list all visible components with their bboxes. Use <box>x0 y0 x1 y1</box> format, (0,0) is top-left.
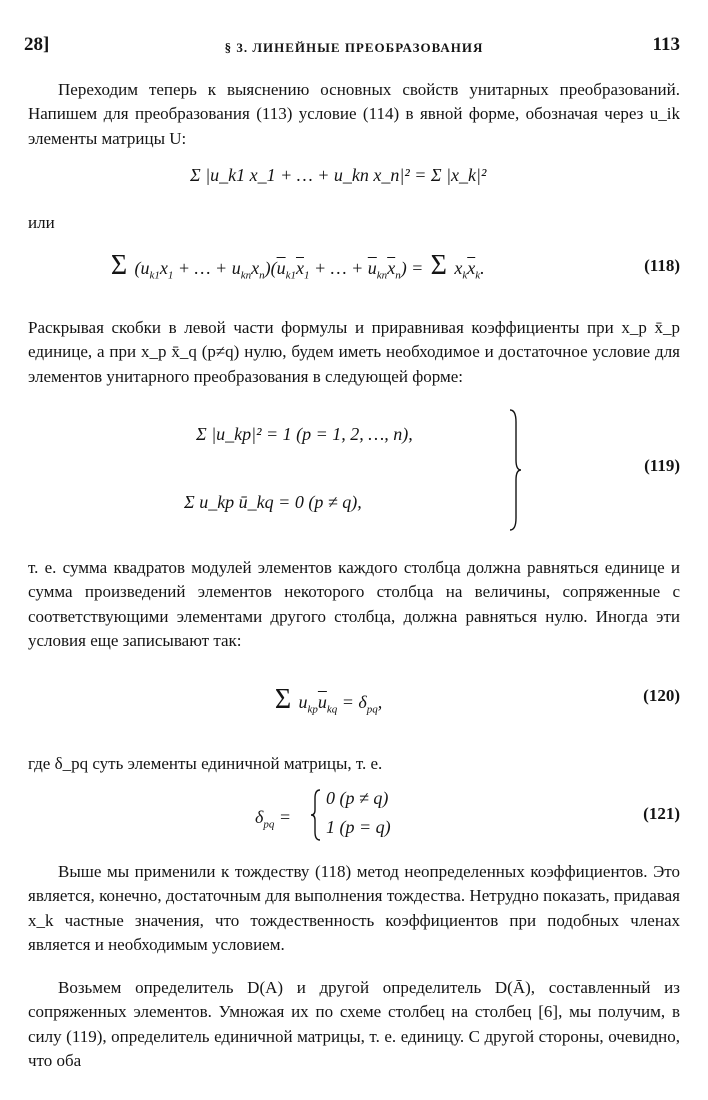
paragraph-5-text: Выше мы применили к тождеству (118) метод неопределенных коэффициентов. Это является, конечно, достаточным для выполнения тождества. Нетрудно показать, придавая x_k частные значения, что тождественность коэффициентов при подобных членах является и необходимым условием. <box>28 862 680 954</box>
equation-119-line-1-text: Σ |u_kp|² = 1 (p = 1, 2, …, n), <box>196 424 413 444</box>
sum-symbol: Σ <box>274 684 292 715</box>
right-brace <box>508 408 522 537</box>
equation-unnumbered-text: Σ |u_k1 x_1 + … + u_kn x_n|² = Σ |x_k|² <box>190 165 487 185</box>
equation-120: Σ $u_{kp}\overline{u}_{kq} = \delta_{pq}$, <box>272 686 382 716</box>
sum-symbol: Σ <box>430 250 447 281</box>
paragraph-1-text: Переходим теперь к выяснению основных свойств унитарных преобразований. Напишем для преобразования (113) условие (114) в явной форме, обозначая через u_ik элементы матрицы U: <box>28 80 680 148</box>
equation-119-line-1 <box>196 424 413 445</box>
equation-118-number: (118) <box>644 256 680 275</box>
equation-121-case-2: 1 (p = q) <box>326 817 391 837</box>
equation-121-number: (121) <box>643 804 680 823</box>
or-word: или <box>28 213 55 232</box>
paragraph-2 <box>28 316 680 389</box>
paragraph-3 <box>28 556 680 653</box>
left-brace <box>310 788 322 847</box>
equation-120-number: (120) <box>643 686 680 705</box>
paragraph-4 <box>28 752 680 776</box>
page-number: 113 <box>652 34 680 55</box>
equation-unnumbered <box>190 165 486 186</box>
equation-119-line-2 <box>184 492 362 513</box>
chapter-number: 28] <box>24 34 50 55</box>
running-title: § 3. ЛИНЕЙНЫЕ ПРЕОБРАЗОВАНИЯ <box>224 40 484 55</box>
equation-118: Σ ($u_{k1}x_1$ + … + $u_{kn}x_n)(\overline{u}_{k1}\overline{x}_1$ + … + $\overline{u}_{kn}\overline{x}_n) = \Sigma$ $x_k\overline{x}_k$. <box>108 252 485 282</box>
equation-119-line-2-text: Σ u_kp ū_kq = 0 (p ≠ q), <box>184 492 362 512</box>
paragraph-6 <box>28 976 680 1073</box>
paragraph-3-text: т. е. сумма квадратов модулей элементов каждого столбца должна равняться единице и сумма произведений элементов некоторого столбца на величины, сопряженные с соответствующими элементами другого столбца, должна равняться нулю. Иногда эти условия еще записывают так: <box>28 558 680 650</box>
left-brace-shape <box>310 788 322 842</box>
paragraph-5 <box>28 860 680 957</box>
paragraph-2-text: Раскрывая скобки в левой части формулы и приравнивая коэффициенты при x_p x̄_p единице, а при x_p x̄_q (p≠q) нулю, будем иметь необходимое и достаточное условие для элементов унитарного преобразования в следующей форме: <box>28 318 680 386</box>
sum-symbol: Σ <box>110 250 128 281</box>
paragraph-4-text: где δ_pq суть элементы единичной матрицы, т. е. <box>28 754 383 773</box>
equation-119-number: (119) <box>644 456 680 475</box>
paragraph-6-text: Возьмем определитель D(A) и другой определитель D(Ā), составленный из сопряженных элементов. Умножая их по схеме столбец на столбец [6], мы получим, в силу (119), определитель единичной матрицы, т. е. единицу. С другой стороны, очевидно, что оба <box>28 978 680 1070</box>
equation-121-case-1: 0 (p ≠ q) <box>326 788 389 808</box>
right-brace-shape <box>508 408 522 532</box>
paragraph-1 <box>28 78 680 151</box>
equation-121-lhs: $\delta_{pq}$ = <box>255 807 292 831</box>
